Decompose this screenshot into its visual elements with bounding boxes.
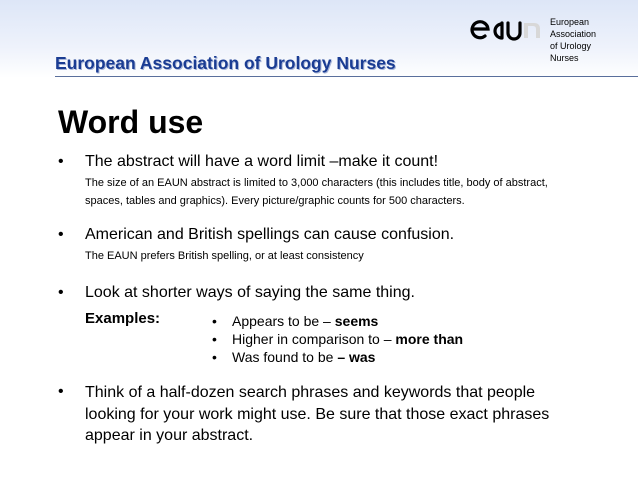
example-phrase: Was found to be — [232, 349, 338, 365]
logo-organization-name: European Association of Urology Nurses — [550, 17, 597, 63]
bullet-text: Look at shorter ways of saying the same thing. — [85, 284, 415, 301]
example-text — [232, 330, 463, 348]
eaun-logo — [470, 12, 630, 72]
example-marker: • — [212, 313, 217, 329]
bullet-marker: • — [58, 226, 64, 243]
example-replacement: seems — [334, 313, 379, 329]
sub-note: The size of an EAUN abstract is limited to 3,000 characters (this includes title, body of abstract, — [85, 177, 548, 189]
example-marker: • — [212, 331, 217, 347]
bullet-text: The abstract will have a word limit –make it count! — [85, 153, 439, 170]
bullet-text: American and British spellings can cause confusion. — [85, 226, 455, 243]
bullet-marker: • — [58, 383, 64, 400]
example-phrase: Appears to be – — [232, 313, 335, 329]
header-divider — [55, 76, 638, 77]
examples-label: Examples: — [85, 310, 161, 327]
sub-note: spaces, tables and graphics). Every picture/graphic counts for 500 characters. — [85, 195, 465, 207]
bullet-marker: • — [58, 153, 64, 170]
sub-note: The EAUN prefers British spelling, or at least consistency — [85, 250, 364, 262]
organization-title: European Association of Urology Nurses — [55, 53, 396, 73]
bullet-text: Think of a half-dozen search phrases and keywords that people looking for your work might use. Be sure that those exact phrases appear in your abstract. — [85, 384, 550, 444]
example-text — [232, 348, 375, 366]
example-text — [232, 312, 378, 330]
bullet-marker: • — [58, 284, 64, 301]
example-phrase: Higher in comparison to – — [232, 331, 396, 347]
example-marker: • — [212, 349, 217, 365]
page-title: Word use — [58, 104, 204, 140]
example-replacement: more than — [395, 331, 464, 347]
example-replacement: – was — [337, 349, 376, 365]
eaun-logo-icon — [470, 15, 548, 45]
